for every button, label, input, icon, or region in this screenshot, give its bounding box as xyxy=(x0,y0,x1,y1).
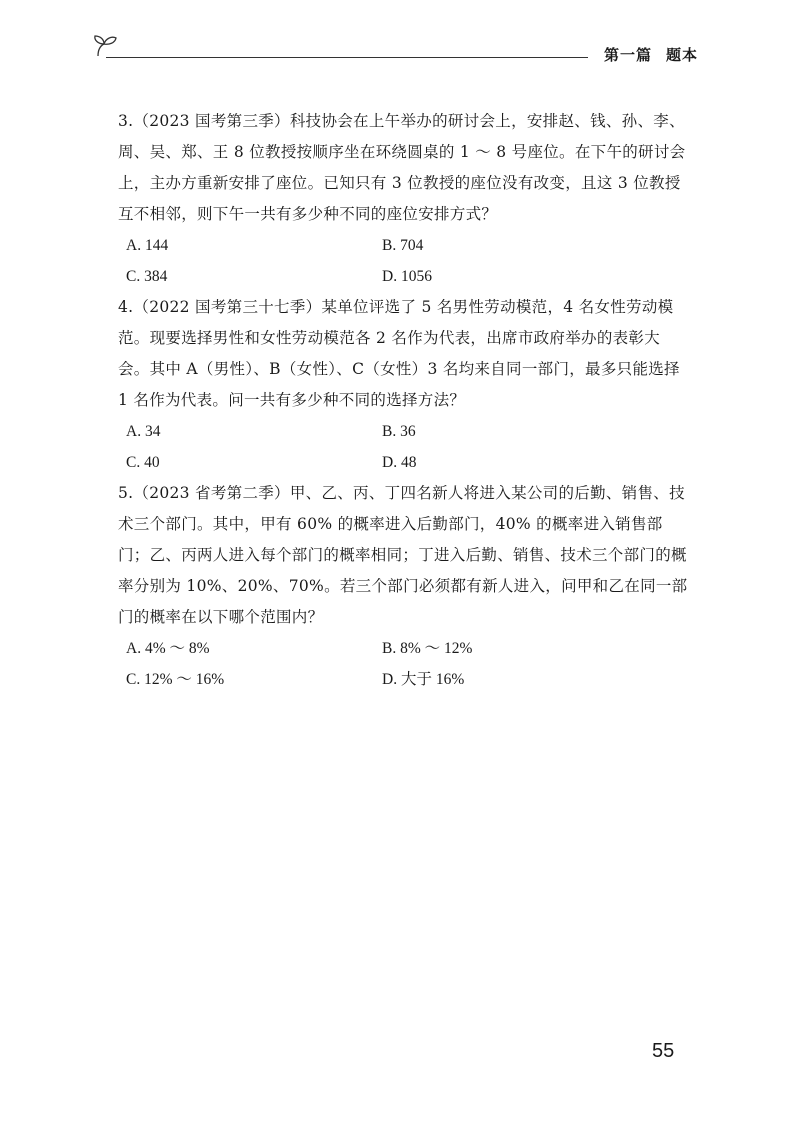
question-3 xyxy=(118,106,690,292)
option-d: D. 48 xyxy=(382,454,417,471)
option-b: B. 8% ～ 12% xyxy=(382,640,473,657)
page-header xyxy=(88,30,698,70)
question-text: 3.（2023 国考第三季）科技协会在上午举办的研讨会上，安排赵、钱、孙、李、周、吴、郑、王 8 位教授按顺序坐在环绕圆桌的 1 ～ 8 号座位。在下午的研讨会上，主办方重新安排了座位。已知只有 3 位教授的座位没有改变，且这 3 位教授互不相邻，则下午一共有多少种不同的座位安排方式？ xyxy=(118,112,686,223)
question-text: 5.（2023 省考第二季）甲、乙、丙、丁四名新人将进入某公司的后勤、销售、技术三个部门。其中，甲有 60% 的概率进入后勤部门，40% 的概率进入销售部门；乙、丙两人进入每个部门的概率相同；丁进入后勤、销售、技术三个部门的概率分别为 10%、20%、70%。若三个部门必须都有新人进入，问甲和乙在同一部门的概率在以下哪个范围内？ xyxy=(118,484,688,626)
question-list xyxy=(118,106,690,695)
option-a: A. 144 xyxy=(126,237,169,254)
page-number: 55 xyxy=(652,1040,675,1062)
question-5 xyxy=(118,478,690,695)
section-title xyxy=(604,44,698,65)
question-text: 4.（2022 国考第三十七季）某单位评选了 5 名男性劳动模范，4 名女性劳动模范。现要选择男性和女性劳动模范各 2 名作为代表，出席市政府举办的表彰大会。其中 A（男性）、B（女性）、C（女性）3 名均来自同一部门，最多只能选择 1 名作为代表。问一共有多少种不同的选择方法？ xyxy=(118,298,680,409)
option-d: D. 1056 xyxy=(382,268,432,285)
answer-options xyxy=(126,416,690,478)
question-4 xyxy=(118,292,690,478)
title-label: 题本 xyxy=(665,46,698,64)
header-rule xyxy=(106,57,588,58)
option-d: D. 大于 16% xyxy=(382,671,465,688)
answer-options xyxy=(126,230,690,292)
option-c: C. 12% ～ 16% xyxy=(126,671,225,688)
answer-options xyxy=(126,633,690,695)
option-b: B. 704 xyxy=(382,237,424,254)
option-b: B. 36 xyxy=(382,423,416,440)
option-c: C. 384 xyxy=(126,268,168,285)
option-a: A. 34 xyxy=(126,423,161,440)
part-label: 第一篇 xyxy=(603,46,652,64)
option-c: C. 40 xyxy=(126,454,160,471)
option-a: A. 4% ～ 8% xyxy=(126,640,210,657)
